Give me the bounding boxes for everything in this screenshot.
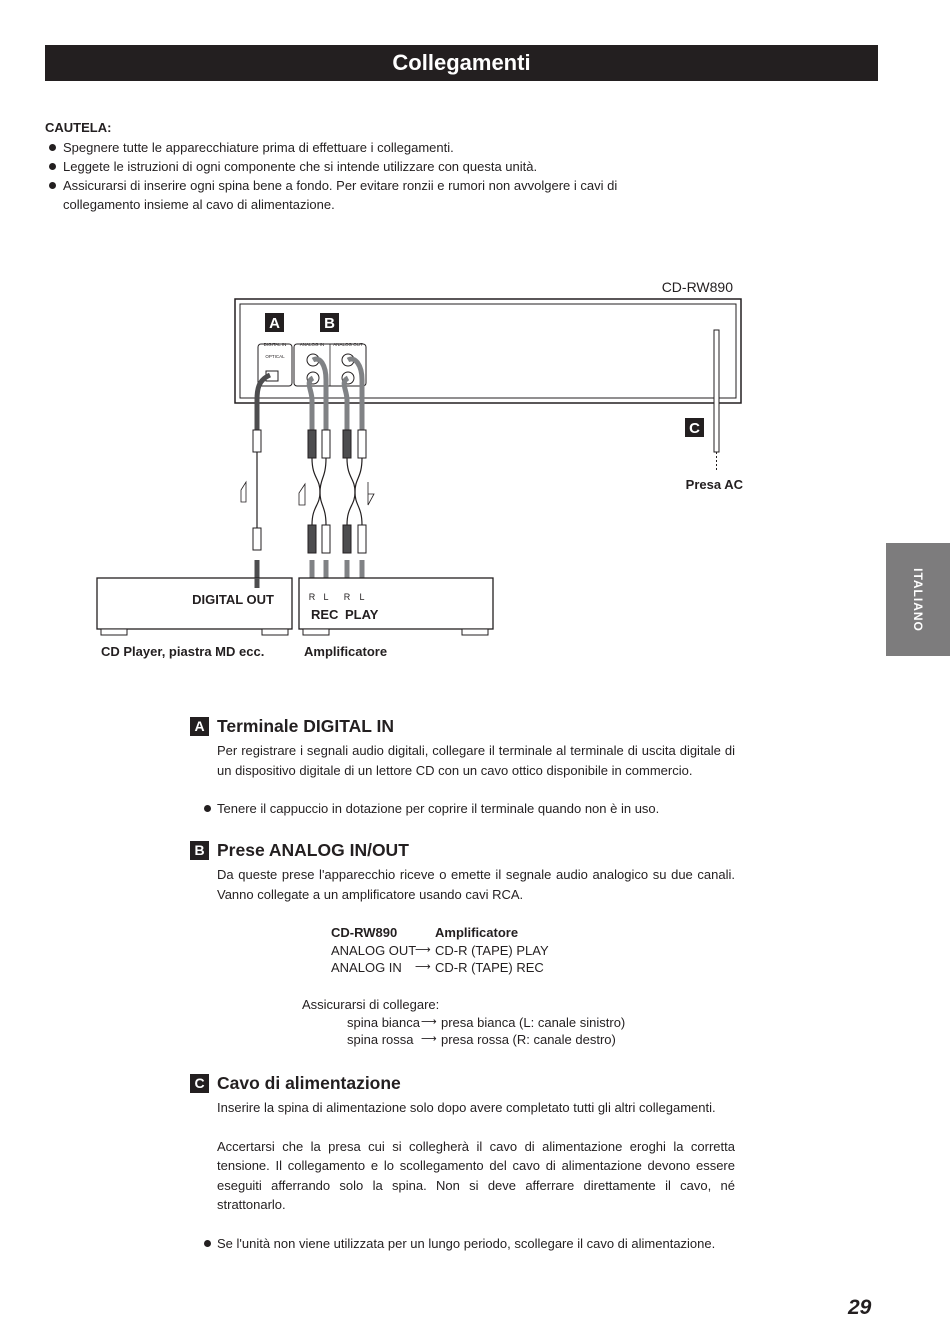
language-tab: ITALIANO (886, 543, 950, 656)
section-b (190, 839, 735, 904)
assure-to: presa bianca (L: canale sinistro) (441, 1014, 626, 1030)
table-row-to: CD-R (TAPE) PLAY (435, 942, 549, 958)
arrow-right-icon: ⟶ (421, 1033, 437, 1045)
connection-table (331, 924, 549, 977)
ac-outlet-label: Presa AC (685, 477, 743, 492)
section-a-text: Per registrare i segnali audio digitali, collegare il terminale al terminale di uscita digitale di un dispositivo digitale di un lettore CD con un cavo ottico disponibile in commercio. (217, 743, 735, 778)
caution-item: Leggete le istruzioni di ogni componente che si intende utilizzare con questa unità. (45, 157, 645, 176)
channel-label: R (343, 592, 351, 602)
section-c-note: Se l'unità non viene utilizzata per un lungo periodo, scollegare il cavo di alimentazione. (200, 1234, 735, 1254)
arrow-right-icon: ⟶ (415, 961, 431, 973)
play-label: PLAY (345, 607, 379, 622)
caution-block (45, 120, 645, 214)
arrow-right-icon: ⟶ (421, 1015, 437, 1028)
section-c-text: Inserire la spina di alimentazione solo dopo avere completato tutti gli altri collegamenti. (217, 1100, 716, 1115)
ac-cord (714, 330, 719, 470)
caution-list (45, 138, 645, 214)
arrow-up-icon (299, 484, 305, 505)
rec-label: REC (311, 607, 339, 622)
amplifier-caption: Amplificatore (304, 644, 388, 659)
table-head-device: CD-RW890 (331, 925, 398, 940)
arrow-right-icon: ⟶ (415, 943, 431, 956)
section-c (190, 1072, 735, 1253)
assure-to: presa rossa (R: canale destro) (441, 1032, 616, 1047)
marker-c: C (689, 420, 700, 437)
marker-a: A (269, 315, 280, 332)
section-a (190, 715, 735, 819)
section-b-text: Da queste prese l'apparecchio riceve o emette il segnale audio analogico su due canali. Vanno collegate a un amplificatore usando cavi RCA. (217, 867, 735, 902)
model-label: CD-RW890 (661, 279, 733, 295)
svg-text:DIGITAL IN: DIGITAL IN (263, 342, 287, 347)
section-a-heading: Terminale DIGITAL IN (217, 715, 394, 736)
assure-from: spina bianca (347, 1014, 420, 1030)
svg-text:ANALOG IN: ANALOG IN (299, 342, 325, 347)
assure-block (302, 996, 625, 1049)
table-head-amplifier: Amplificatore (435, 925, 519, 940)
channel-label: R (308, 592, 316, 602)
arrow-down-icon (368, 482, 374, 505)
marker-a: A (190, 717, 209, 736)
digital-out-label: DIGITAL OUT (192, 592, 274, 607)
assure-heading: Assicurarsi di collegare: (302, 997, 440, 1012)
optical-cable (253, 375, 270, 588)
channel-label: L (323, 592, 329, 602)
marker-c: C (190, 1074, 209, 1093)
marker-b: B (324, 315, 335, 332)
connection-diagram (0, 270, 950, 670)
cd-player-caption: CD Player, piastra MD ecc. (101, 644, 265, 659)
table-row-to: CD-R (TAPE) REC (435, 960, 544, 975)
section-b-heading: Prese ANALOG IN/OUT (217, 839, 409, 860)
svg-text:ANALOG OUT: ANALOG OUT (333, 342, 363, 347)
svg-text:OPTICAL: OPTICAL (265, 354, 285, 359)
channel-label: L (359, 592, 365, 602)
page-number: 29 (848, 1296, 872, 1319)
table-row-from: ANALOG OUT (331, 942, 417, 958)
caution-item: Assicurarsi di inserire ogni spina bene a fondo. Per evitare ronzii e rumori non avvolgere i cavi di collegamento insieme al cavo di alimentazione. (45, 176, 645, 214)
caution-item: Spegnere tutte le apparecchiature prima di effettuare i collegamenti. (45, 138, 645, 157)
section-c-heading: Cavo di alimentazione (217, 1072, 401, 1093)
marker-b: B (190, 841, 209, 860)
table-row-from: ANALOG IN (331, 960, 402, 975)
section-a-note: Tenere il cappuccio in dotazione per coprire il terminale quando non è in uso. (200, 799, 735, 819)
page-title: Collegamenti (45, 45, 878, 81)
section-c-text: Accertarsi che la presa cui si collegherà il cavo di alimentazione eroghi la corretta tensione. Il collegamento e lo scollegamento del cavo di alimentazione devono essere eseguiti afferrando solo la spina. Non si deve afferrare direttamente il cavo, né strattonarlo. (217, 1138, 735, 1212)
arrow-up-icon (241, 482, 246, 502)
caution-heading: CAUTELA: (45, 120, 112, 135)
assure-from: spina rossa (347, 1032, 414, 1047)
